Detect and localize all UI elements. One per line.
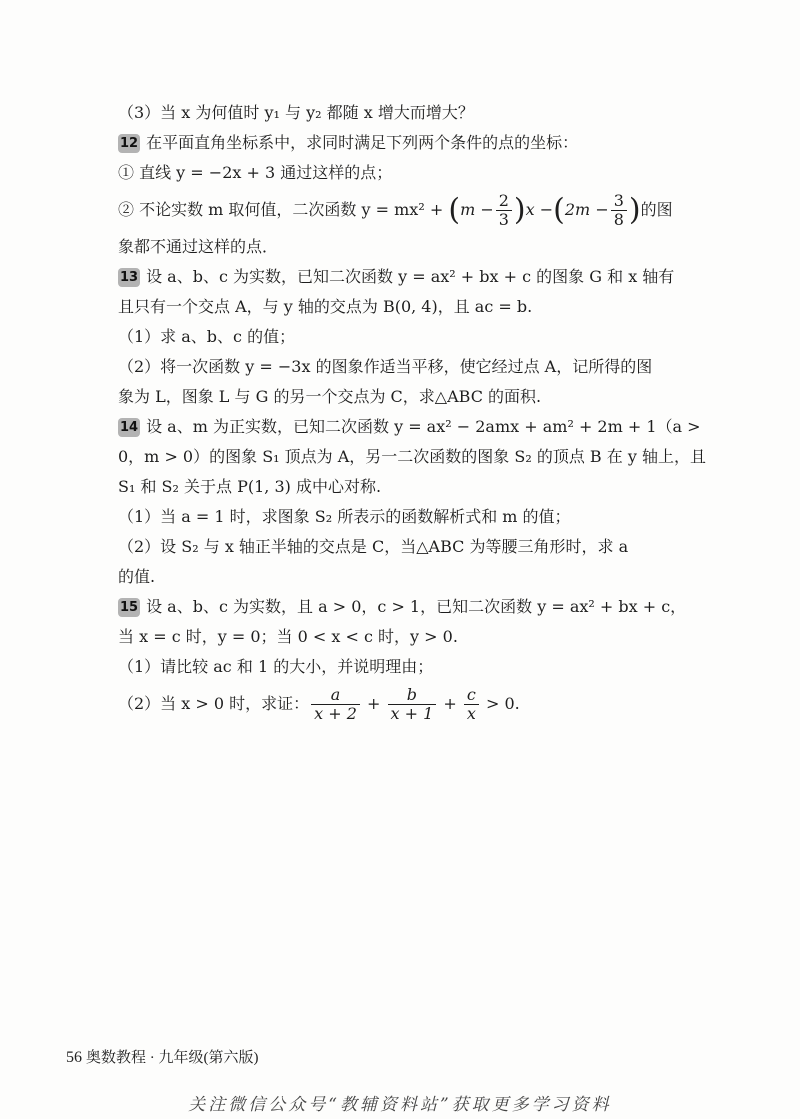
- expr-part: x −: [525, 200, 554, 219]
- question-14: [118, 412, 701, 442]
- expr-part: 2m −: [564, 200, 609, 219]
- question-number-badge: 13: [120, 270, 139, 285]
- question-13-part-1: （1）求 a、b、c 的值；: [118, 327, 296, 346]
- page-footer: [66, 1046, 259, 1067]
- paren-close: ): [628, 192, 641, 228]
- part-2-suffix: > 0.: [485, 694, 520, 713]
- condition-2-prefix: ② 不论实数 m 取何值，二次函数 y = mx² +: [118, 200, 444, 219]
- question-15-part-2: （2）当 x > 0 时，求证： $\frac{a}{x + 2}$ + $\frac{b}{x + 1}$ + $\frac{c}{x}$ > 0.: [118, 685, 520, 723]
- question-12-condition-2-tail: 象都不通过这样的点．: [118, 237, 279, 256]
- question-14-text-2: 0，m > 0）的图象 S₁ 顶点为 A，另一二次函数的图象 S₂ 的顶点 B 在 y 轴上，且: [118, 447, 706, 466]
- watermark-text: 关注微信公众号“教辅资料站”获取更多学习资料: [188, 1095, 612, 1115]
- page-content: [118, 98, 706, 726]
- fraction-two-thirds: $\frac{2}{3}$: [496, 192, 512, 229]
- question-12-condition-2: [118, 188, 696, 232]
- question-13-text-2: 且只有一个交点 A，与 y 轴的交点为 B(0, 4)，且 ac = b.: [118, 297, 533, 316]
- question-15-text-2: 当 x = c 时，y = 0；当 0 < x < c 时，y > 0.: [118, 627, 458, 646]
- question-14-part-2b: 的值.: [118, 567, 156, 586]
- fraction-three-eighths: $\frac{3}{8}$: [611, 192, 627, 229]
- paren-close: ): [513, 192, 526, 228]
- question-14-text-3: S₁ 和 S₂ 关于点 P(1, 3) 成中心对称.: [118, 477, 382, 496]
- question-12: [118, 128, 696, 158]
- part-2-prefix: （2）当 x > 0 时，求证：: [118, 694, 310, 713]
- question-number-badge: 15: [120, 600, 139, 615]
- question-text: 设 a、m 为正实数，已知二次函数 y = ax² − 2amx + am² + 2m + 1（a >: [146, 417, 701, 436]
- question-13: [118, 262, 696, 292]
- question-13-part-2b: 象为 L，图象 L 与 G 的另一个交点为 C，求△ABC 的面积.: [118, 387, 542, 406]
- question-15-part-1: （1）请比较 ac 和 1 的大小，并说明理由；: [118, 657, 434, 676]
- condition-2-suffix: 的图: [640, 200, 673, 219]
- question-number-badge: 14: [120, 420, 139, 435]
- question-14-part-1: （1）当 a = 1 时，求图象 S₂ 所表示的函数解析式和 m 的值；: [118, 507, 571, 526]
- question-number-badge: 12: [120, 136, 139, 151]
- question-12-condition-1: ① 直线 y = −2x + 3 通过这样的点；: [118, 163, 393, 182]
- question-text: 设 a、b、c 为实数，且 a > 0，c > 1，已知二次函数 y = ax² + bx + c，: [146, 597, 687, 616]
- expr-part: m −: [460, 200, 494, 219]
- fraction-b: $\frac{b}{x + 1}$: [388, 686, 437, 723]
- fraction-c: $\frac{c}{x}$: [464, 686, 479, 723]
- question-14-part-2a: （2）设 S₂ 与 x 轴正半轴的交点是 C，当△ABC 为等腰三角形时，求 a: [118, 537, 629, 556]
- question-11-part-3: （3）当 x 为何值时 y₁ 与 y₂ 都随 x 增大而增大？: [118, 103, 474, 122]
- page-number: 56: [66, 1049, 82, 1066]
- paren-open: (: [553, 192, 565, 228]
- question-13-part-2a: （2）将一次函数 y = −3x 的图象作适当平移，使它经过点 A，记所得的图: [118, 357, 653, 376]
- question-text: 在平面直角坐标系中，求同时满足下列两个条件的点的坐标：: [146, 133, 579, 152]
- paren-open: (: [448, 192, 461, 228]
- question-text: 设 a、b、c 为实数，已知二次函数 y = ax² + bx + c 的图象 G 和 x 轴有: [146, 267, 675, 286]
- fraction-a: $\frac{a}{x + 2}$: [311, 686, 360, 723]
- book-title: 奥数教程 · 九年级(第六版): [86, 1050, 259, 1066]
- question-15: [118, 592, 696, 622]
